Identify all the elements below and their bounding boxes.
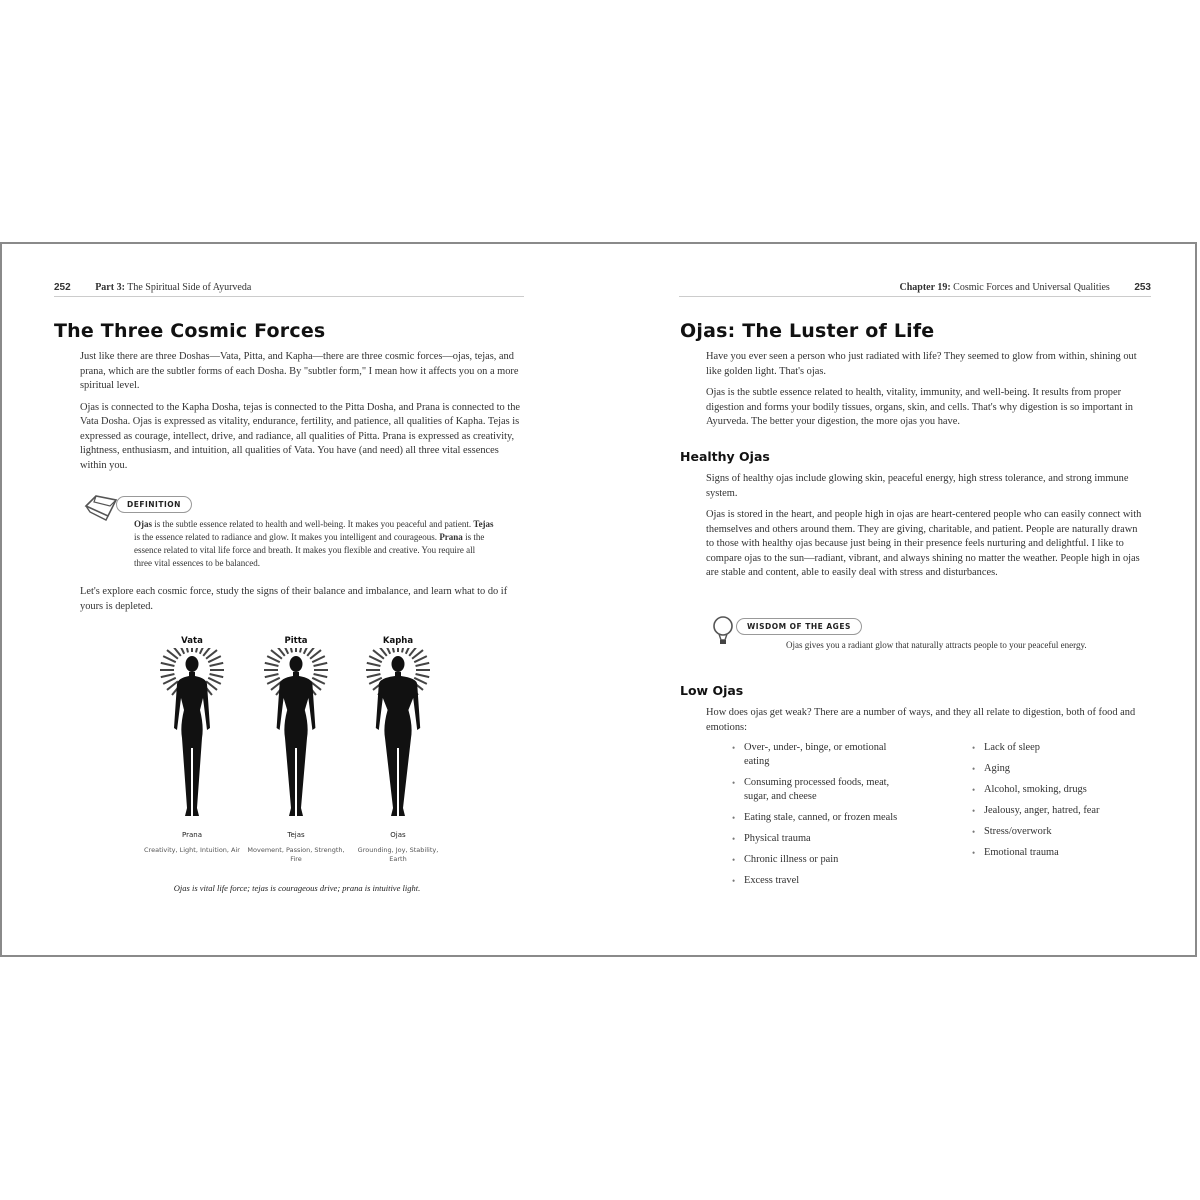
halo-ray [267, 656, 280, 662]
page-number: 252 [54, 282, 71, 293]
figure-dosha-title: Kapha [382, 636, 414, 646]
list-item: • Eating stale, canned, or frozen meals [732, 811, 912, 825]
halo-ray [414, 656, 427, 662]
figure-dosha-title: Pitta [284, 636, 308, 646]
halo-ray [367, 663, 381, 666]
term: Ojas [134, 519, 152, 529]
section-heading: The Three Cosmic Forces [54, 320, 326, 342]
halo-ray [314, 674, 328, 677]
right-page [602, 244, 1199, 955]
subheading-low-ojas: Low Ojas [680, 683, 744, 698]
halo-ray [208, 656, 221, 662]
chapter-title: Cosmic Forces and Universal Qualities [953, 282, 1110, 293]
halo-ray [265, 674, 279, 677]
closing-body [80, 585, 526, 614]
list-item: • Excess travel [732, 874, 912, 888]
halo-ray [210, 674, 224, 677]
figure-force-name: Ojas [390, 831, 406, 839]
halo-ray [265, 663, 279, 666]
part-label: Part 3: [95, 282, 125, 293]
human-silhouette-icon [142, 648, 242, 828]
list-item: • Alcohol, smoking, drugs [972, 783, 1162, 797]
healthy-ojas-body [706, 472, 1146, 581]
silhouette-body [277, 672, 316, 816]
halo-ray [161, 663, 175, 666]
halo-ray [289, 648, 292, 652]
halo-ray [185, 648, 188, 652]
wisdom-callout [706, 614, 1146, 654]
list-item: • Over-, under-, binge, or emotional eating [732, 741, 912, 769]
term: Tejas [473, 519, 494, 529]
list-item: • Physical trauma [732, 832, 912, 846]
silhouette-head [392, 656, 405, 672]
term: Prana [439, 532, 463, 542]
halo-ray [300, 648, 303, 652]
list-item: • Stress/overwork [972, 825, 1162, 839]
list-item: • Lack of sleep [972, 741, 1162, 755]
paragraph: Just like there are three Doshas—Vata, Pitta, and Kapha—there are three cosmic forces—ojas, tejas, and prana, which are the subtler forms of each Dosha. By "subtler form," I mean how it affects you on a more spiritual level. [80, 351, 519, 391]
figure-qualities: Grounding, Joy, Stability, Earth [357, 846, 439, 863]
list-item: • Jealousy, anger, hatred, fear [972, 804, 1162, 818]
figure-column-vata [142, 636, 242, 854]
definition-label: DEFINITION [116, 496, 192, 513]
low-ojas-body [706, 706, 1146, 735]
figure-qualities: Movement, Passion, Strength, Fire [247, 846, 345, 863]
halo-ray [208, 678, 221, 684]
halo-ray [163, 656, 176, 662]
figure-column-pitta [246, 636, 346, 863]
halo-ray [416, 663, 430, 666]
wisdom-text: Ojas gives you a radiant glow that naturally attracts people to your peaceful energy. [786, 640, 1087, 650]
halo-ray [314, 663, 328, 666]
section-body [80, 350, 526, 473]
figure-force-name: Tejas [287, 831, 305, 839]
intro-body [706, 350, 1146, 430]
term-definition: is the essence related to vital life force and breath. It makes you flexible and creative. You require all three vital essences to be balanced. [134, 532, 485, 568]
left-page [2, 244, 602, 955]
list-item: • Chronic illness or pain [732, 853, 912, 867]
term-definition: is the subtle essence related to health and well-being. It makes you peaceful and patient. [152, 519, 474, 529]
figure-column-kapha [348, 636, 448, 863]
human-silhouette-icon [348, 648, 448, 828]
halo-ray [312, 678, 325, 684]
figure-caption: Ojas is vital life force; tejas is courageous drive; prana is intuitive light. [173, 883, 421, 893]
paragraph: Ojas is the subtle essence related to health, vitality, immunity, and well-being. It results from proper digestion and forms your bodily tissues, organs, skin, and cells. That's why digestion is so important in Ayurveda. The better your digestion, the more ojas you have. [706, 387, 1133, 427]
silhouette-head [186, 656, 199, 672]
halo-ray [391, 648, 394, 652]
part-title: The Spiritual Side of Ayurveda [127, 282, 252, 293]
halo-ray [267, 678, 280, 684]
paragraph: How does ojas get weak? There are a number of ways, and they all relate to digestion, both of food and emotions: [706, 707, 1136, 733]
paragraph: Let's explore each cosmic force, study the signs of their balance and imbalance, and learn what to do if yours is depleted. [80, 586, 508, 612]
paragraph: Ojas is stored in the heart, and people high in ojas are heart-centered people who can easily connect with themselves and others around them. They are giving, charitable, and patient. People are naturally drawn to those with healthy ojas because just being in their presence feels nurturing and delightful. I like to compare ojas to the sun—radiant, vibrant, and always shining no matter the weather. People high in ojas are stable and content, able to easily deal with stress and disturbances. [706, 509, 1142, 578]
paragraph: Signs of healthy ojas include glowing skin, peaceful energy, high stress tolerance, and strong immune system. [706, 473, 1129, 499]
paragraph: Have you ever seen a person who just radiated with life? They seemed to glow from within, shining out like golden light. That's ojas. [706, 351, 1137, 377]
halo-ray [196, 648, 199, 652]
halo-ray [367, 674, 381, 677]
running-head-left [54, 282, 524, 297]
figure-qualities: Creativity, Light, Intuition, Air [144, 846, 240, 854]
chapter-label: Chapter 19: [899, 282, 951, 293]
halo-ray [369, 656, 382, 662]
list-item: • Consuming processed foods, meat, sugar, and cheese [732, 776, 912, 804]
list-item: • Emotional trauma [972, 846, 1162, 860]
silhouette-body [174, 672, 210, 816]
figure-dosha-title: Vata [181, 636, 203, 646]
human-silhouette-icon [246, 648, 346, 828]
page-number: 253 [1134, 282, 1151, 293]
halo-ray [163, 678, 176, 684]
halo-ray [210, 663, 224, 666]
low-ojas-causes-list-left [732, 741, 912, 895]
figure-force-name: Prana [182, 831, 202, 839]
section-heading: Ojas: The Luster of Life [680, 320, 935, 342]
paragraph: Ojas is connected to the Kapha Dosha, tejas is connected to the Pitta Dosha, and Prana is connected to the Vata Dosha. Ojas is expressed as vitality, endurance, fertility, and patience, all qualities of Kapha. Tejas is expressed as courage, intellect, drive, and radiance, all qualities of Pitta. Prana is expressed as creativity, lightness, enthusiasm, and intuition, all qualities of Vata. You have (and need) all three vital essences within you. [80, 401, 521, 471]
halo-ray [161, 674, 175, 677]
silhouette-head [290, 656, 303, 672]
list-item: • Aging [972, 762, 1162, 776]
book-spread [0, 242, 1197, 957]
wisdom-label: WISDOM OF THE AGES [736, 618, 862, 635]
term-definition: is the essence related to radiance and glow. It makes you intelligent and courageous. [134, 532, 440, 542]
low-ojas-causes-list-right [972, 741, 1162, 867]
halo-ray [416, 674, 430, 677]
silhouette-body [376, 672, 420, 816]
definition-text [134, 518, 494, 570]
halo-ray [402, 648, 405, 652]
subheading-healthy-ojas: Healthy Ojas [680, 449, 770, 464]
running-head-right [679, 282, 1151, 297]
halo-ray [312, 656, 325, 662]
definition-callout [82, 492, 532, 572]
